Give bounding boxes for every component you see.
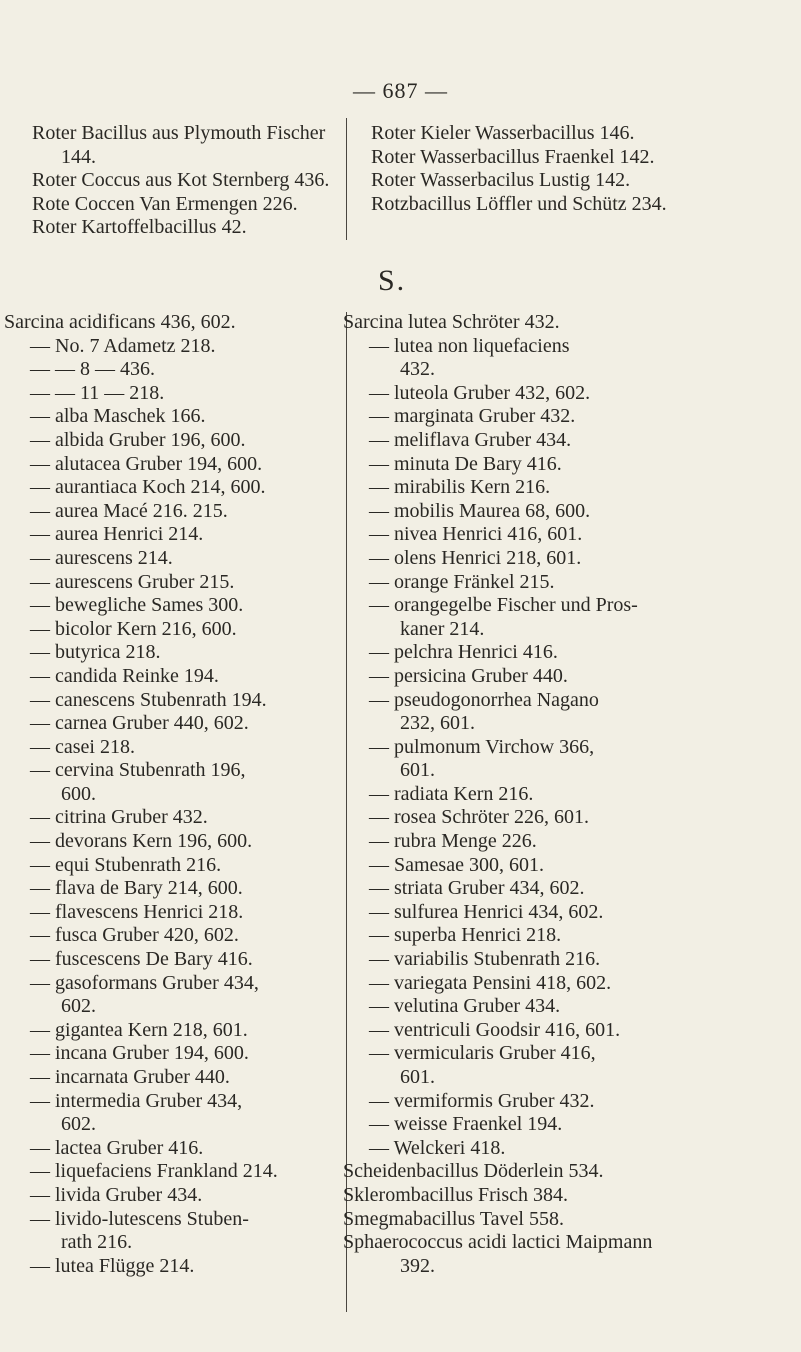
index-entry: 432.	[400, 358, 435, 381]
index-entry: — aurea Macé 216. 215.	[30, 499, 228, 522]
index-entry: Sarcina lutea Schröter 432.	[343, 311, 560, 333]
index-entry: Roter Kartoffelbacillus 42.	[32, 216, 247, 239]
index-entry: — livido-lutescens Stuben-	[30, 1207, 249, 1230]
index-entry: — nivea Henrici 416, 601.	[369, 523, 583, 546]
index-entry: — pelchra Henrici 416.	[369, 641, 558, 664]
index-entry: — intermedia Gruber 434,	[30, 1089, 243, 1112]
index-entry: — equi Stubenrath 216.	[30, 853, 222, 876]
index-entry: 232, 601.	[400, 712, 475, 735]
index-entry: — marginata Gruber 432.	[369, 405, 576, 428]
section-heading: S.	[378, 264, 407, 297]
index-entry: — pseudogonorrhea Nagano	[369, 688, 599, 711]
index-entry: Roter Coccus aus Kot Sternberg 436.	[32, 169, 330, 192]
index-entry: kaner 214.	[400, 617, 485, 640]
index-entry: 600.	[61, 782, 96, 805]
index-entry: — carnea Gruber 440, 602.	[30, 712, 249, 735]
index-entry: 601.	[400, 1066, 435, 1088]
index-entry: — gasoformans Gruber 434,	[30, 971, 259, 994]
index-entry: — lutea non liquefaciens	[369, 334, 570, 357]
index-entry: — weisse Fraenkel 194.	[369, 1113, 563, 1136]
index-entry: Roter Bacillus aus Plymouth Fischer	[32, 122, 326, 144]
index-entry: — vermiformis Gruber 432.	[369, 1089, 595, 1112]
index-entry: 601.	[400, 759, 435, 782]
index-entry: 144.	[61, 145, 96, 168]
index-entry: — variabilis Stubenrath 216.	[369, 948, 601, 971]
index-entry: — bewegliche Sames 300.	[30, 594, 244, 617]
index-entry: — fuscescens De Bary 416.	[30, 948, 253, 971]
index-entry: Roter Wasserbacilus Lustig 142.	[371, 169, 631, 192]
index-entry: — cervina Stubenrath 196,	[30, 759, 246, 782]
index-entry: — aurantiaca Koch 214, 600.	[30, 476, 266, 499]
index-entry: — aurea Henrici 214.	[30, 523, 204, 546]
index-entry: — devorans Kern 196, 600.	[30, 830, 253, 853]
index-entry: — luteola Gruber 432, 602.	[369, 381, 591, 404]
index-entry: — olens Henrici 218, 601.	[369, 546, 582, 569]
index-entry: Rote Coccen Van Ermengen 226.	[32, 192, 298, 215]
index-entry: — mobilis Maurea 68, 600.	[369, 499, 591, 522]
index-entry: — aurescens Gruber 215.	[30, 570, 235, 593]
index-entry: — — 11 — 218.	[30, 381, 165, 404]
index-entry: — vermicularis Gruber 416,	[369, 1042, 596, 1065]
index-entry: — persicina Gruber 440.	[369, 664, 568, 687]
index-entry: Rotzbacillus Löffler und Schütz 234.	[371, 192, 667, 215]
index-entry: Sphaerococcus acidi lactici Maipmann	[343, 1231, 653, 1254]
index-entry: rath 216.	[61, 1231, 133, 1254]
index-column-bottom-right	[343, 311, 652, 1278]
index-entry: — striata Gruber 434, 602.	[369, 877, 585, 900]
index-entry: — mirabilis Kern 216.	[369, 476, 551, 499]
index-entry: — aurescens 214.	[30, 546, 173, 569]
index-entry: Scheidenbacillus Döderlein 534.	[343, 1160, 604, 1183]
index-entry: — liquefaciens Frankland 214.	[30, 1160, 278, 1183]
index-entry: — sulfurea Henrici 434, 602.	[369, 900, 604, 923]
index-entry: — lutea Flügge 214.	[30, 1254, 195, 1277]
index-entry: — alutacea Gruber 194, 600.	[30, 452, 263, 475]
index-column-top-left	[32, 122, 329, 240]
index-entry: 602.	[61, 1113, 96, 1136]
index-entry: — minuta De Bary 416.	[369, 452, 562, 475]
column-divider-top	[346, 118, 347, 240]
index-entry: 602.	[61, 995, 96, 1018]
index-entry: Roter Wasserbacillus Fraenkel 142.	[371, 145, 655, 168]
index-entry: — meliflava Gruber 434.	[369, 428, 572, 451]
index-entry: — rubra Menge 226.	[369, 830, 537, 853]
index-entry: — casei 218.	[30, 735, 135, 758]
index-entry: — flavescens Henrici 218.	[30, 900, 244, 923]
index-column-bottom-left	[4, 311, 278, 1278]
index-entry: 392.	[400, 1254, 435, 1277]
index-entry: Sarcina acidificans 436, 602.	[4, 311, 236, 333]
index-entry: — Welckeri 418.	[369, 1136, 506, 1159]
index-entry: — alba Maschek 166.	[30, 405, 206, 428]
index-entry: — canescens Stubenrath 194.	[30, 688, 267, 711]
index-entry: — variegata Pensini 418, 602.	[369, 971, 612, 994]
page-number: — 687 —	[353, 78, 448, 103]
index-entry: — incana Gruber 194, 600.	[30, 1042, 249, 1065]
index-entry: — velutina Gruber 434.	[369, 995, 561, 1018]
index-entry: — No. 7 Adametz 218.	[30, 334, 216, 357]
index-entry: — radiata Kern 216.	[369, 782, 534, 805]
index-entry: — gigantea Kern 218, 601.	[30, 1018, 248, 1041]
index-entry: — citrina Gruber 432.	[30, 806, 208, 829]
index-entry: — rosea Schröter 226, 601.	[369, 806, 589, 829]
index-entry: — orange Fränkel 215.	[369, 570, 555, 593]
index-entry: — pulmonum Virchow 366,	[369, 735, 595, 758]
index-entry: — fusca Gruber 420, 602.	[30, 924, 239, 947]
index-entry: Roter Kieler Wasserbacillus 146.	[371, 122, 635, 144]
index-entry: — superba Henrici 218.	[369, 924, 562, 947]
index-entry: — lactea Gruber 416.	[30, 1136, 204, 1159]
index-entry: — orangegelbe Fischer und Pros-	[369, 594, 638, 617]
index-entry: Smegmabacillus Tavel 558.	[343, 1207, 564, 1230]
index-entry: — — 8 — 436.	[30, 358, 155, 381]
index-entry: — butyrica 218.	[30, 641, 161, 664]
index-entry: — albida Gruber 196, 600.	[30, 428, 246, 451]
index-entry: — candida Reinke 194.	[30, 664, 219, 687]
index-entry: — Samesae 300, 601.	[369, 853, 544, 876]
index-column-top-right	[371, 122, 667, 216]
index-entry: — ventriculi Goodsir 416, 601.	[369, 1018, 621, 1041]
index-entry: Sklerombacillus Frisch 384.	[343, 1183, 568, 1206]
index-entry: — incarnata Gruber 440.	[30, 1066, 230, 1088]
index-entry: — bicolor Kern 216, 600.	[30, 617, 237, 640]
index-entry: — flava de Bary 214, 600.	[30, 877, 243, 900]
index-entry: — livida Gruber 434.	[30, 1183, 203, 1206]
